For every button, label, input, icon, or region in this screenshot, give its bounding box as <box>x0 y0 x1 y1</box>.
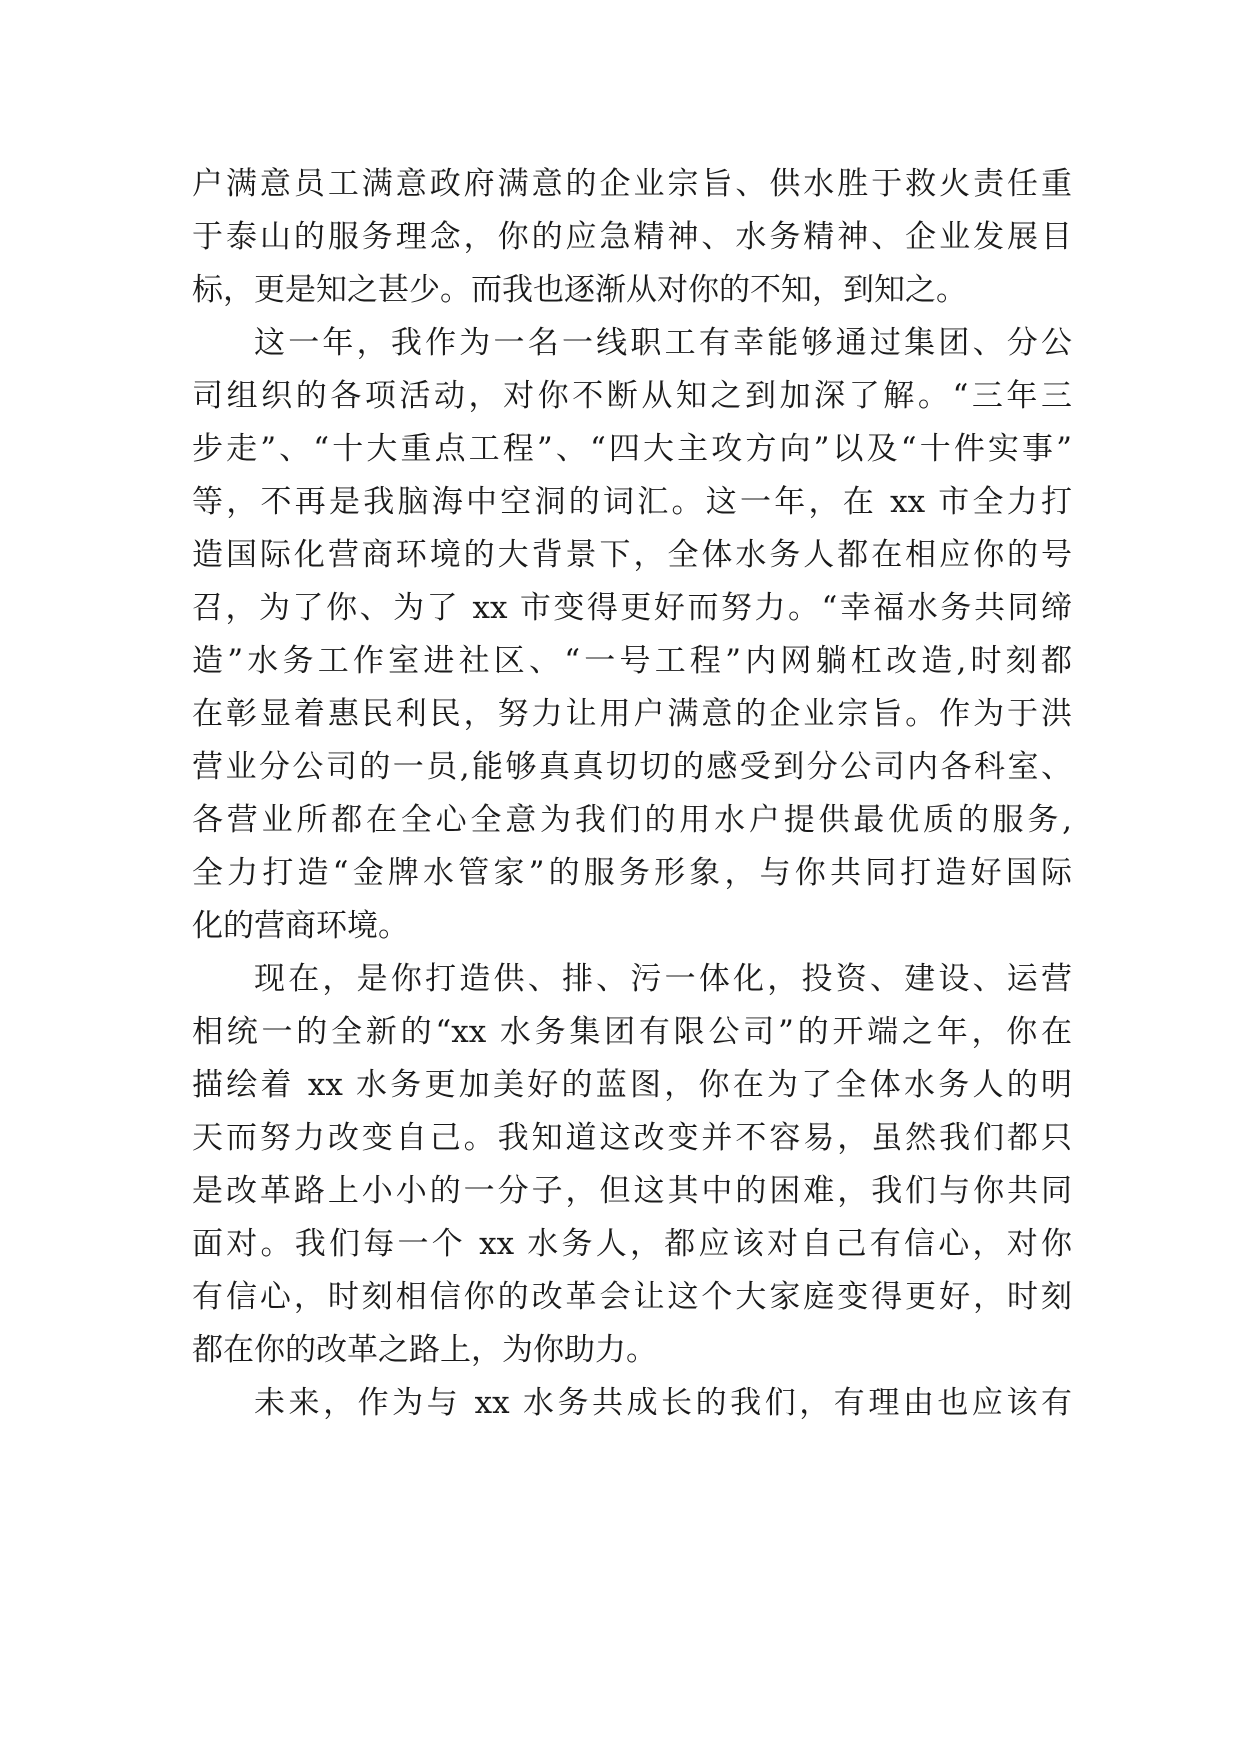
text-line: 户满意员工满意政府满意的企业宗旨、供水胜于救火责任重 <box>192 166 1072 202</box>
text-line: 造国际化营商环境的大背景下，全体水务人都在相应你的号 <box>192 537 1072 573</box>
text-line: 是改革路上小小的一分子，但这其中的困难，我们与你共同 <box>192 1173 1072 1209</box>
paragraph-1 <box>192 158 1072 317</box>
text-line: 于泰山的服务理念，你的应急精神、水务精神、企业发展目 <box>192 219 1072 255</box>
text-line: 都在你的改革之路上，为你助力。 <box>192 1332 657 1368</box>
text-line: 各营业所都在全心全意为我们的用水户提供最优质的服务, <box>192 802 1072 838</box>
text-line: 造”水务工作室进社区、“一号工程”内网躺杠改造,时刻都 <box>192 643 1072 679</box>
text-line: 现在，是你打造供、排、污一体化，投资、建设、运营 <box>254 961 1072 997</box>
paragraph-2 <box>192 317 1072 953</box>
text-line: 描绘着 xx 水务更加美好的蓝图，你在为了全体水务人的明 <box>192 1067 1072 1103</box>
paragraph-3 <box>192 953 1072 1377</box>
text-line: 全力打造“金牌水管家”的服务形象，与你共同打造好国际 <box>192 855 1072 891</box>
text-line: 营业分公司的一员,能够真真切切的感受到分公司内各科室、 <box>192 749 1072 785</box>
text-line: 在彰显着惠民利民，努力让用户满意的企业宗旨。作为于洪 <box>192 696 1072 732</box>
text-line: 有信心，时刻相信你的改革会让这个大家庭变得更好，时刻 <box>192 1279 1072 1315</box>
document-body <box>192 158 1072 1430</box>
text-line: 天而努力改变自己。我知道这改变并不容易，虽然我们都只 <box>192 1120 1072 1156</box>
text-line: 步走”、“十大重点工程”、“四大主攻方向”以及“十件实事” <box>192 431 1072 467</box>
text-line: 相统一的全新的“xx 水务集团有限公司”的开端之年，你在 <box>192 1014 1072 1050</box>
text-line: 这一年，我作为一名一线职工有幸能够通过集团、分公 <box>254 325 1072 361</box>
text-line: 召，为了你、为了 xx 市变得更好而努力。“幸福水务共同缔 <box>192 590 1072 626</box>
text-line: 等，不再是我脑海中空洞的词汇。这一年，在 xx 市全力打 <box>192 484 1072 520</box>
text-line: 面对。我们每一个 xx 水务人，都应该对自己有信心，对你 <box>192 1226 1072 1262</box>
text-line: 司组织的各项活动，对你不断从知之到加深了解。“三年三 <box>192 378 1072 414</box>
text-line: 未来，作为与 xx 水务共成长的我们，有理由也应该有 <box>254 1385 1072 1421</box>
paragraph-4 <box>192 1377 1072 1430</box>
text-line: 标，更是知之甚少。而我也逐渐从对你的不知，到知之。 <box>192 272 967 308</box>
text-line: 化的营商环境。 <box>192 908 409 944</box>
